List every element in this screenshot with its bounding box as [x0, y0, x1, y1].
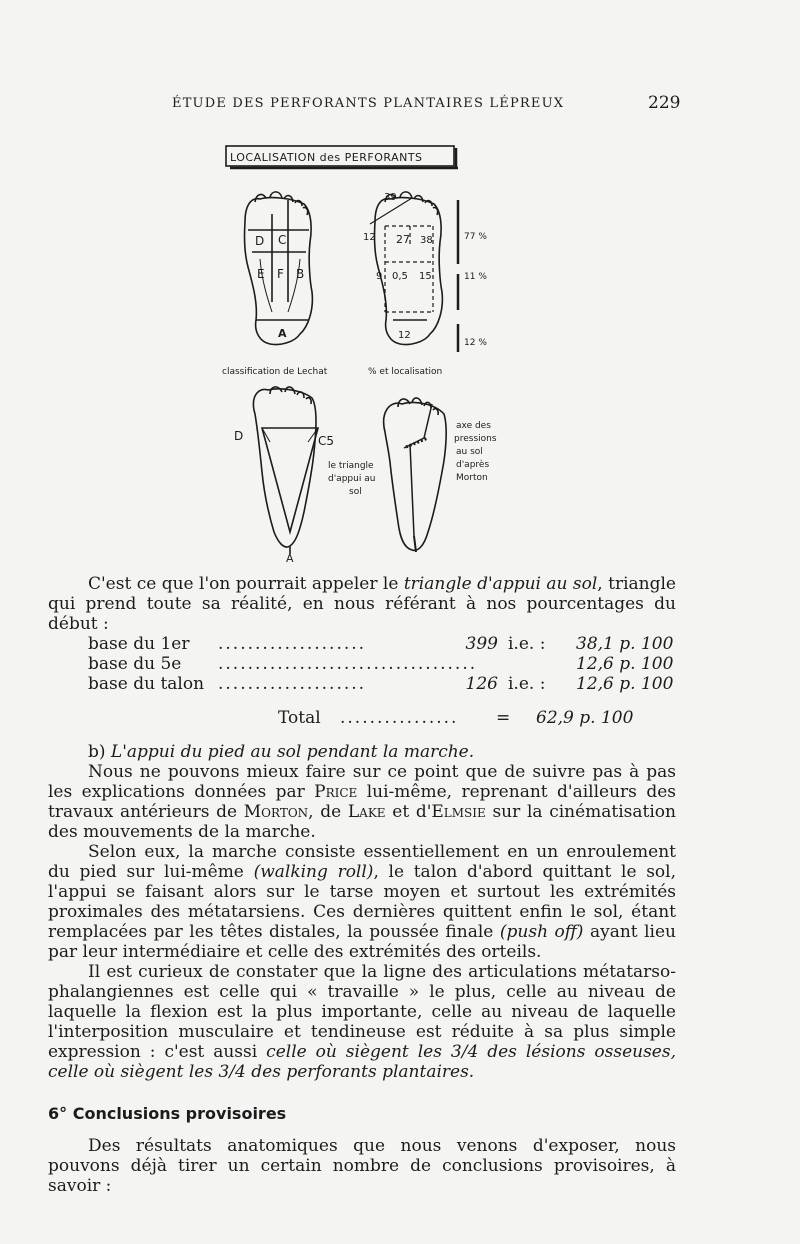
base-row-count: 399: [465, 634, 498, 654]
foot-figure: [200, 142, 520, 565]
value-38: 38: [420, 235, 433, 246]
running-title: ÉTUDE DES PERFORANTS PLANTAIRES LÉPREUX: [172, 96, 565, 111]
triangle-caption-3: sol: [349, 487, 362, 497]
pct-77: 77 %: [464, 232, 487, 242]
morton-caption-1: axe des: [456, 421, 491, 431]
text-run: , triangle qui prend toute sa réalité, en nous référant à nos pourcentages du début :: [48, 574, 676, 634]
value-27: 27: [396, 233, 410, 246]
body-text: [48, 574, 676, 1196]
zone-label-c: C: [278, 233, 287, 247]
triangle-label-a: A: [286, 552, 294, 565]
text-run: C'est ce que l'on pourrait appeler le: [88, 574, 404, 594]
total-percent: 62,9 p. 100: [536, 708, 634, 728]
zone-label-a: A: [278, 327, 287, 340]
leader-dots: ....................: [218, 634, 367, 654]
zone-label-b: B: [296, 267, 305, 281]
left-foot-caption: classification de Lechat: [222, 367, 328, 377]
paragraph-triangle: [48, 574, 676, 634]
foot-diagrams: [200, 142, 520, 565]
text-run: sur la cinématisation des mouvements de la marche.: [48, 802, 676, 842]
value-15: 15: [419, 271, 432, 282]
value-39: 39: [384, 192, 397, 203]
pct-11: 11 %: [464, 272, 487, 282]
leader-dots: ....................: [218, 674, 367, 694]
italic-run: (walking roll): [253, 862, 374, 882]
text-run: ayant lieu par leur intermédiaire et celle des extrémités des orteils.: [48, 922, 676, 962]
figure-title: LOCALISATION des PERFORANTS: [230, 151, 423, 164]
value-12-heel: 12: [398, 330, 411, 341]
zone-label-f: F: [277, 267, 284, 281]
morton-caption-2: pressions: [454, 434, 497, 444]
text-run: Nous ne pouvons mieux faire sur ce point que de suivre pas à pas les explications données par: [48, 762, 676, 802]
base-row-percent: 12,6 p. 100: [576, 674, 674, 694]
base-row-count: 126: [465, 674, 498, 694]
morton-caption-3: au sol: [456, 447, 483, 457]
section-6-heading: 6° Conclusions provisoires: [48, 1104, 287, 1123]
base-row-percent: 12,6 p. 100: [576, 654, 674, 674]
paragraph-price: [48, 762, 676, 842]
text-run: , de: [308, 802, 348, 822]
triangle-caption-1: le triangle: [328, 461, 374, 471]
paragraph-metatarso: [48, 962, 676, 1082]
paragraph-conclusions: [48, 1136, 676, 1196]
value-0-5: 0,5: [392, 271, 408, 282]
base-row-percent: 38,1 p. 100: [576, 634, 674, 654]
text-run: et d': [385, 802, 432, 822]
italic-run: celle où siègent les 3/4 des lésions osseuses, celle où siègent les 3/4 des perforants plantaires.: [48, 1042, 676, 1082]
author-name: Price: [314, 782, 358, 802]
value-12-left: 12: [363, 232, 376, 243]
morton-caption-4: d'après: [456, 460, 490, 470]
base-row-label: base du 5e: [88, 654, 182, 674]
section-b-letter: b): [88, 742, 106, 762]
base-row-ie: i.e. :: [508, 674, 546, 694]
triangle-label-d: D: [234, 429, 244, 443]
base-row-fifth: [88, 654, 676, 674]
right-foot-caption: % et localisation: [368, 367, 443, 377]
section-b-heading: L'appui du pied au sol pendant la marche.: [110, 742, 475, 762]
italic-run: (push off): [499, 922, 584, 942]
section-b-title: [88, 742, 676, 762]
paragraph-walking-roll: [48, 842, 676, 962]
pct-12: 12 %: [464, 338, 487, 348]
base-row-ie: i.e. :: [508, 634, 546, 654]
author-name: Lake: [347, 802, 386, 822]
triangle-label-c5: C5: [318, 434, 335, 448]
leader-dots: ...................................: [218, 654, 478, 674]
text-run: Selon eux, la marche consiste essentiellement en un enroulement du pied sur lui-même: [48, 842, 676, 882]
zone-label-d: D: [255, 234, 265, 248]
page-number: 229: [648, 93, 681, 113]
text-run: lui-même, reprenant d'ailleurs des travaux antérieurs de: [48, 782, 676, 822]
base-row-label: base du talon: [88, 674, 205, 694]
morton-foot-outline: [384, 402, 446, 550]
author-name: Elmsie: [431, 802, 486, 822]
total-equals: =: [496, 708, 511, 728]
base-row-heel: [88, 674, 676, 694]
zone-label-e: E: [257, 267, 265, 281]
pressure-axis: [404, 404, 432, 536]
text-run: Des résultats anatomiques que nous venons d'exposer, nous pouvons déjà tirer un certain nombre de conclusions provisoires, à savoir :: [48, 1136, 676, 1196]
text-run: , le talon d'abord quittant le sol, l'appui se faisant alors sur le tarse moyen et surtout les extrémités proximales des métatarsiens. Ces dernières quittent enfin le sol, étant remplacées par les têtes distales, la poussée finale: [48, 862, 677, 942]
italic-run: triangle d'appui au sol: [403, 574, 598, 594]
base-row-label: base du 1er: [88, 634, 190, 654]
triangle-caption-2: d'appui au: [328, 474, 376, 484]
total-label: Total: [278, 708, 321, 728]
morton-caption-5: Morton: [456, 473, 488, 483]
text-run: Il est curieux de constater que la ligne des articulations métatarso-phalangiennes est celle qui « travaille » le plus, celle au niveau de laquelle la flexion est la plus importante, celle au niveau de laquelle l'interposition musculaire et tendineuse est réduite à sa plus simple expression : c'est aussi: [48, 962, 676, 1062]
base-row-first: [88, 634, 676, 654]
leader-dots: ................: [340, 708, 459, 728]
total-row: [48, 708, 676, 730]
value-9: 9: [376, 271, 383, 282]
author-name: Morton: [243, 802, 309, 822]
